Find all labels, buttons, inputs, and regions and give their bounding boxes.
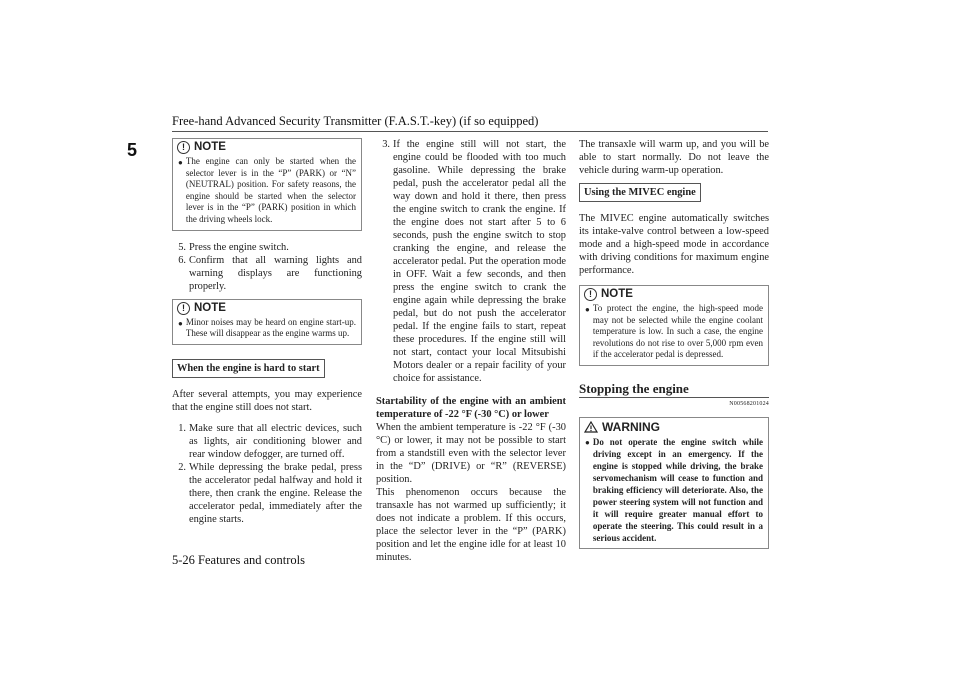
bullet-icon: ● xyxy=(178,318,183,328)
list-item: 6. Confirm that all warning lights and warning displays are functioning properly. xyxy=(178,254,362,292)
subsection-heading-cold-start: Startability of the engine with an ambient temperature of -22 °F (-30 °C) or lower xyxy=(376,396,566,420)
list-item: 5. Press the engine switch. xyxy=(178,241,289,253)
section-heading-stopping: Stopping the engine xyxy=(579,380,689,396)
paragraph: The transaxle will warm up, and you will be able to start normally. Do not leave the vehicle during warm-up operation. xyxy=(579,139,769,176)
bullet-icon: ● xyxy=(585,437,590,447)
info-icon: ! xyxy=(584,288,597,301)
header-rule xyxy=(172,131,768,132)
note-box-mivec xyxy=(579,285,769,366)
step-3 xyxy=(376,138,566,385)
steps-1-2 xyxy=(172,422,362,526)
paragraph: When the ambient temperature is -22 °F (-30 °C) or lower, it may not be possible to start from a standstill even with the selector lever in the “D” (DRIVE) or “R” (REVERSE) position. xyxy=(376,422,566,485)
subsection-heading-hard-to-start: When the engine is hard to start xyxy=(172,359,325,378)
note-label: NOTE xyxy=(194,141,226,153)
list-item: 2. While depressing the brake pedal, press the accelerator pedal halfway and hold it there, then crank the engine. Release the accelerator pedal, immediately after the engine starts. xyxy=(178,461,362,525)
warning-text: Do not operate the engine switch while driving except in an emergency. If the engine is stopped while driving, the brake servomechanism will cease to function and braking efficiency will deteriorate. Also, the power steering system will not function and it will require greater manual effort to operate the steering. This could result in a serious accident. xyxy=(592,436,763,543)
steps-5-6 xyxy=(172,241,362,293)
note-label: NOTE xyxy=(601,288,633,300)
bullet-icon: ● xyxy=(585,305,590,314)
chapter-number: 5 xyxy=(127,140,138,160)
info-icon: ! xyxy=(177,302,190,315)
note-text: Minor noises may be heard on engine start-up. These will disappear as the engine warms up. xyxy=(185,316,356,339)
page-header-title: Free-hand Advanced Security Transmitter (F.A.S.T.-key) (if so equipped) xyxy=(172,114,539,128)
column-3 xyxy=(579,138,769,549)
column-2 xyxy=(376,138,566,564)
document-code: N00568201024 xyxy=(729,400,769,407)
warning-triangle-icon xyxy=(584,421,598,433)
warning-box-engine-switch xyxy=(579,417,769,549)
note-box-noises xyxy=(172,299,362,345)
note-text: The engine can only be started when the selector lever is in the “P” (PARK) or “N” (NEUTRAL) position. For safety reasons, the engine should be started when the selector lever is in the “P” (PARK) position in which the driving wheels lock. xyxy=(185,156,356,224)
note-box-selector-lever xyxy=(172,138,362,231)
list-item: 1. Make sure that all electric devices, such as lights, air conditioning blower and rear window defogger, are turned off. xyxy=(178,422,362,460)
column-1 xyxy=(172,138,362,526)
list-item: 3. If the engine still will not start, the engine could be flooded with too much gasoline. While depressing the brake pedal, push the accelerator pedal all the way down and hold it there, then press the engine switch to crank the engine. If the engine does not start after 5 to 6 seconds, push the engine switch to stop cranking the engine, and release the accelerator pedal. Put the operation mode in OFF. Wait a few seconds, and then press the engine switch to crank the engine again while depressing the brake pedal, but do not push the accelerator pedal. If the engine fails to start, repeat these procedures. If the engine still will not start, contact your local Mitsubishi Motors dealer or a repair facility of your choice for assistance. xyxy=(382,139,566,384)
paragraph: This phenomenon occurs because the transaxle has not warmed up sufficiently; it does not indicate a problem. If this occurs, place the selector lever in the “P” (PARK) position and let the engine idle for at least 10 minutes. xyxy=(376,487,566,563)
bullet-icon: ● xyxy=(178,158,183,167)
note-text: To protect the engine, the high-speed mode may not be selected while the engine coolant temperature is low. In such a case, the engine revolutions do not rise to over 5,000 rpm even if the accelerator pedal is depressed. xyxy=(592,303,763,360)
subsection-heading-mivec: Using the MIVEC engine xyxy=(579,183,701,202)
info-icon: ! xyxy=(177,141,190,154)
paragraph: After several attempts, you may experience that the engine still does not start. xyxy=(172,388,362,413)
page-footer-label: 5-26 Features and controls xyxy=(172,553,305,567)
warning-label: WARNING xyxy=(602,419,660,434)
note-label: NOTE xyxy=(194,301,226,314)
paragraph: The MIVEC engine automatically switches its intake-valve control between a low-speed mode and a high-speed mode in accordance with driving conditions for maximum engine performance. xyxy=(579,213,769,276)
